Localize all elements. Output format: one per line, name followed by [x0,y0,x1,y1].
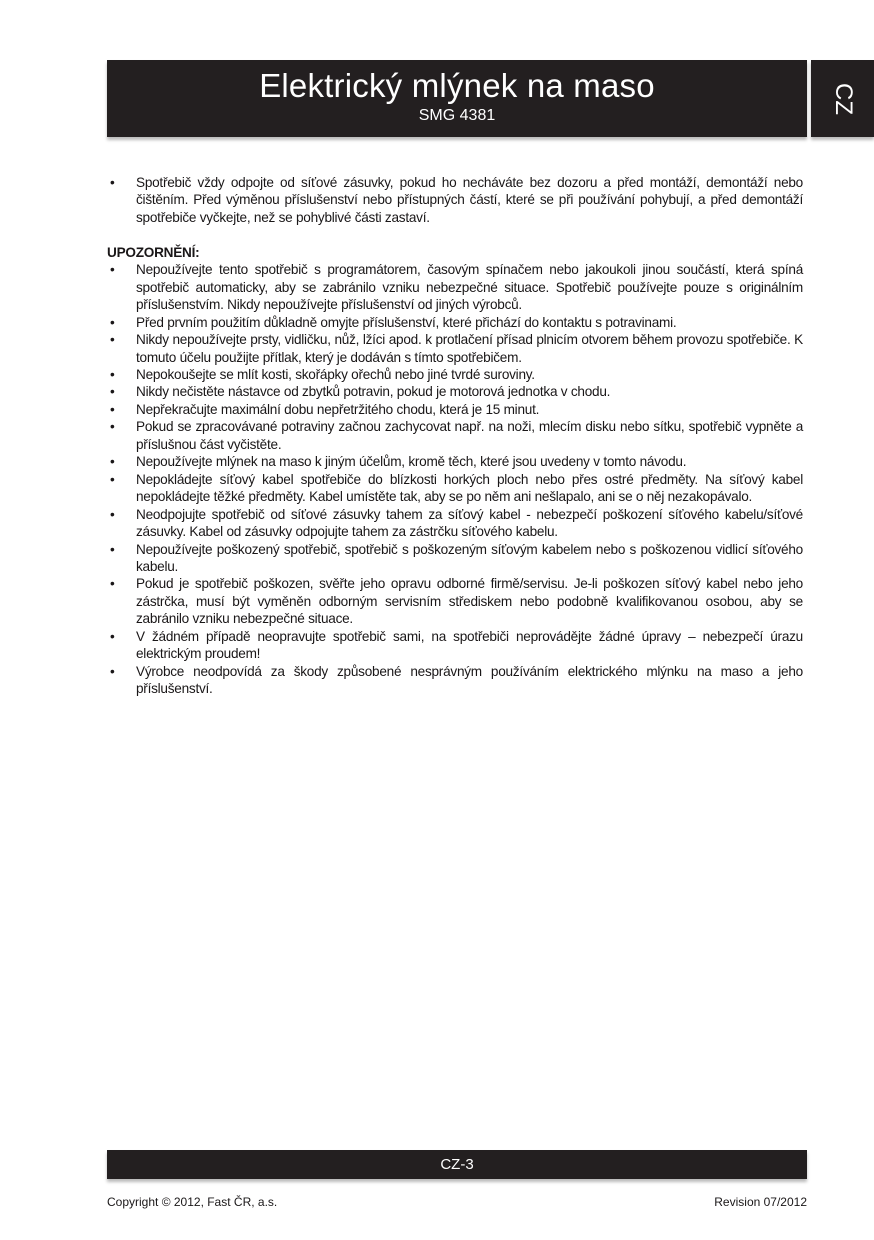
bullet-icon: • [110,401,115,417]
list-item [107,366,803,383]
list-item [107,506,803,541]
list-item [107,541,803,576]
copyright: Copyright © 2012, Fast ČR, a.s. [107,1195,278,1209]
list-item-text: Nepokládejte síťový kabel spotřebiče do blízkosti horkých ploch nebo přes ostré předměty. Na síťový kabel nepokládejte těžké předměty. Kabel umístěte tak, aby se po něm ani nešlapalo, ani se o něj nezakopávalo. [136,471,803,505]
list-item [107,628,803,663]
list-item-text: Nepoužívejte tento spotřebič s programátorem, časovým spínačem nebo jakoukoli jinou součástí, která spíná spotřebič automaticky, aby se zabránilo vzniku nebezpečné situace. Spotřebič používejte pouze s originálním příslušenstvím. Nikdy nepoužívejte příslušenství od jiných výrobců. [136,262,803,313]
list-item-text: Nepokoušejte se mlít kosti, skořápky ořechů nebo jiné tvrdé suroviny. [136,366,535,382]
revision: Revision 07/2012 [714,1195,807,1209]
header-bar [107,60,807,137]
bullet-icon: • [110,366,115,382]
list-item [107,314,803,331]
document-title: Elektrický mlýnek na maso [259,67,655,104]
list-item [107,401,803,418]
list-item-text: Neodpojujte spotřebič od síťové zásuvky tahem za síťový kabel - nebezpečí poškození síťového kabelu/síťové zásuvky. Kabel od zásuvky odpojujte tahem za zástrčku síťového kabelu. [136,506,803,540]
list-item-text: Nepoužívejte mlýnek na maso k jiným účelům, kromě těch, které jsou uvedeny v tomto návodu. [136,454,687,470]
bullet-icon: • [110,628,115,644]
bullet-icon: • [110,471,115,487]
list-item [107,453,803,470]
bullet-icon: • [110,419,115,435]
list-item-text: Nepoužívejte poškozený spotřebič, spotřebič s poškozeným síťovým kabelem nebo s poškozenou vidlicí síťového kabelu. [136,541,803,574]
list-item [107,418,803,453]
bullet-icon: • [110,384,115,400]
list-item-text: V žádném případě neopravujte spotřebič sami, na spotřebiči neprovádějte žádné úpravy – nebezpečí úrazu elektrickým proudem! [136,628,803,662]
bullet-icon: • [110,541,115,557]
intro-list [107,174,803,226]
list-item [107,174,803,226]
model-number: SMG 4381 [418,107,496,124]
list-item [107,331,803,366]
list-item [107,383,803,400]
bullet-icon: • [110,454,115,470]
list-item [107,261,803,313]
list-item-text: Nepřekračujte maximální dobu nepřetržitého chodu, která je 15 minut. [136,401,540,417]
bullet-icon: • [110,314,115,330]
list-item-text: Nikdy nečistěte nástavce od zbytků potravin, pokud je motorová jednotka v chodu. [136,384,611,400]
page-number-bar [107,1150,807,1179]
bullet-icon: • [110,663,115,679]
list-item-text: Nikdy nepoužívejte prsty, vidličku, nůž, lžíci apod. k protlačení přísad plnicím otvorem během provozu spotřebiče. K tomuto účelu použijte přítlak, který je dodáván s tímto spotřebičem. [136,332,803,365]
warning-heading: UPOZORNĚNÍ: [107,244,200,260]
bullet-icon: • [110,175,115,190]
list-item-text: Před prvním použitím důkladně omyjte příslušenství, které přichází do kontaktu s potravinami. [136,314,677,330]
language-tab [811,60,874,137]
language-code: CZ [829,82,857,115]
list-item [107,471,803,506]
list-item-text: Spotřebič vždy odpojte od síťové zásuvky, pokud ho necháváte bez dozoru a před montáží, demontáží nebo čištěním. Před výměnou příslušenství nebo přístupných částí, které se při používání pohybují, a před demontáží spotřebiče vyčkejte, než se pohyblivé části zastaví. [136,175,803,225]
bullet-icon: • [110,506,115,522]
list-item-text: Pokud je spotřebič poškozen, svěřte jeho opravu odborné firmě/servisu. Je-li poškozen síťový kabel nebo jeho zástrčka, musí být vyměněn odborným servisním střediskem nebo podobně kvalifikovanou osobou, aby se zabránilo vzniku nebezpečné situace. [136,576,803,627]
list-item [107,663,803,698]
document-body [107,174,803,698]
list-item-text: Výrobce neodpovídá za škody způsobené nesprávným používáním elektrického mlýnku na maso a jeho příslušenství. [136,663,803,697]
bullet-icon: • [110,576,115,592]
list-item-text: Pokud se zpracovávané potraviny začnou zachycovat např. na noži, mlecím disku nebo sítku, spotřebič vypněte a příslušnou část vyčistěte. [136,419,803,452]
list-item [107,575,803,627]
bullet-icon: • [110,262,115,278]
warning-list [107,261,803,697]
page-number: CZ-3 [440,1156,474,1173]
bullet-icon: • [110,332,115,348]
